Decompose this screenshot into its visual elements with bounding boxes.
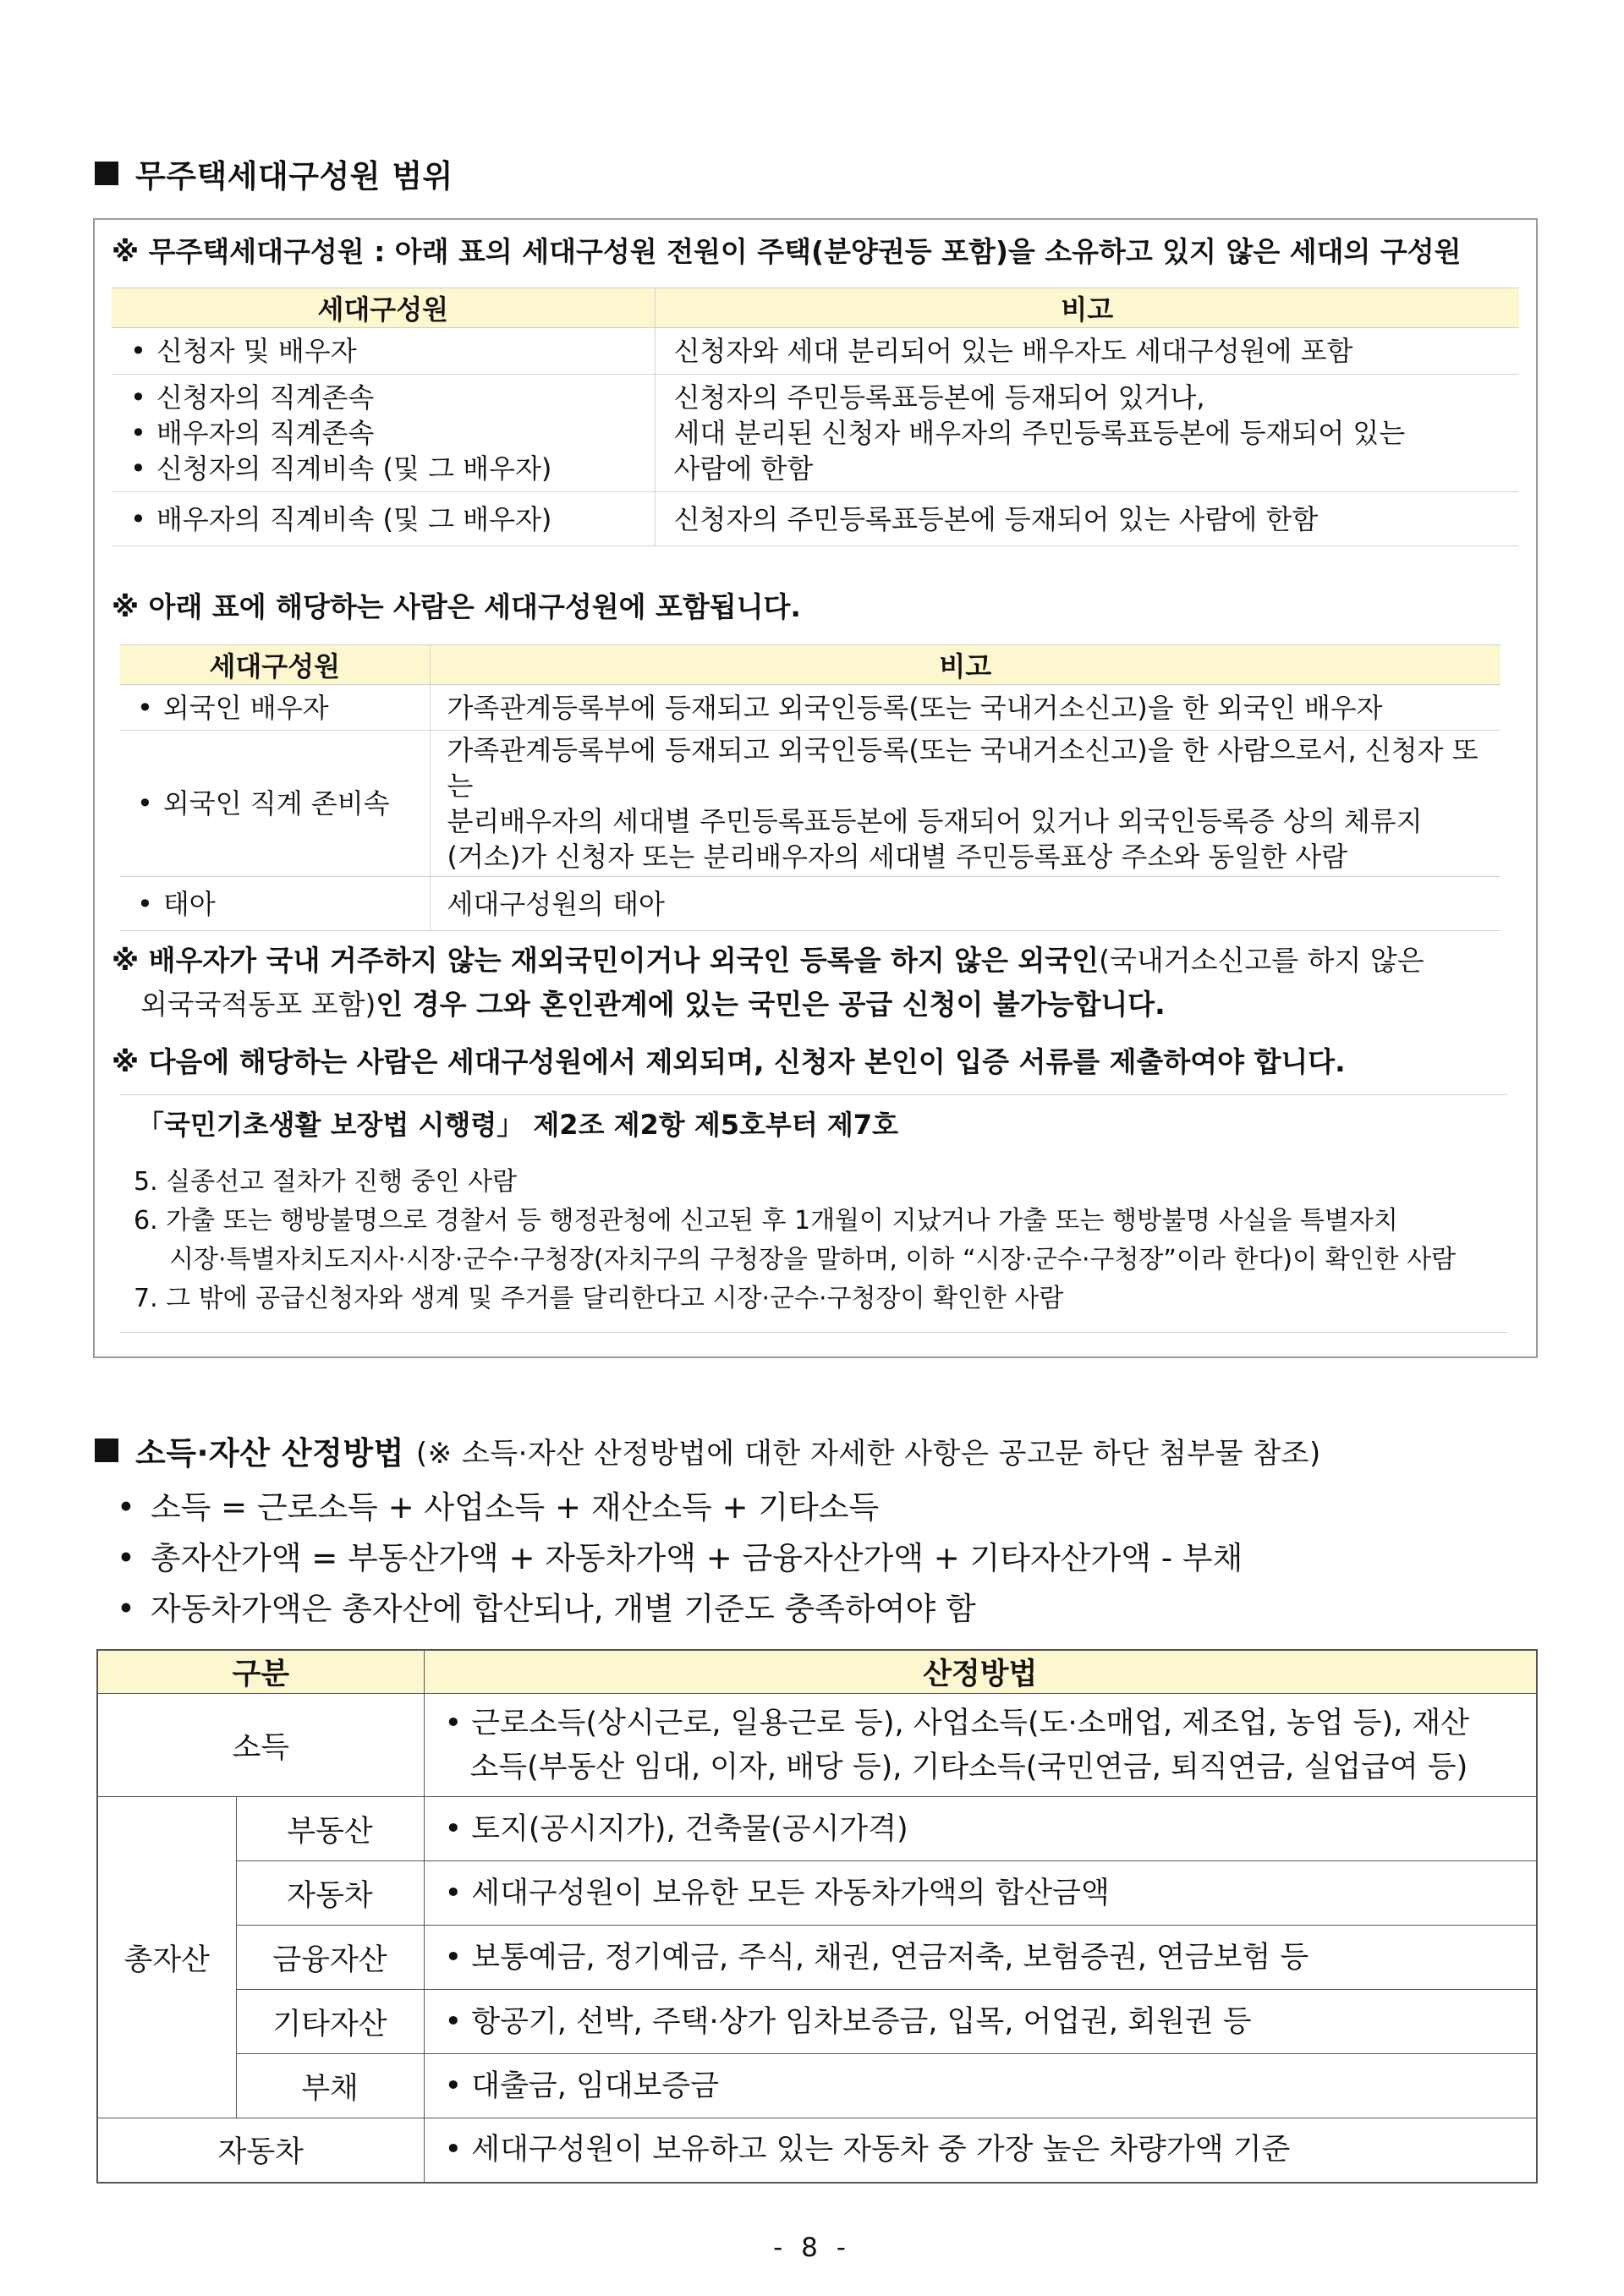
- remark-text: 분리배우자의 세대별 주민등록표등본에 등재되어 있거나 외국인등록증 상의 체류지: [447, 805, 1423, 837]
- member-text: • 신청자의 직계비속 (및 그 배우자): [130, 451, 636, 486]
- remark-cell: [655, 375, 1519, 492]
- note-spouse-text-c: 외국국적동포 포함): [140, 988, 376, 1021]
- header-method: 산정방법: [424, 1650, 1537, 1694]
- formula-income: • 소득 = 근로소득 + 사업소득 + 재산소득 + 기타소득: [117, 1482, 879, 1527]
- remark-cell: [430, 731, 1501, 877]
- table-row-asset: [97, 2054, 1537, 2118]
- note-included-members: ※ 아래 표에 해당하는 사람은 세대구성원에 포함됩니다.: [112, 590, 801, 623]
- remark-text: 신청자와 세대 분리되어 있는 배우자도 세대구성원에 포함: [673, 335, 1353, 367]
- law-reference-box: [120, 1094, 1507, 1333]
- square-bullet-icon: [95, 162, 118, 185]
- header-category: 구분: [97, 1650, 424, 1694]
- remark-text: 가족관계등록부에 등재되고 외국인등록(또는 국내거소신고)을 한 외국인 배우자: [447, 691, 1383, 724]
- remark-text: 신청자의 주민등록표등본에 등재되어 있는 사람에 한함: [673, 502, 1319, 535]
- category-cell: 소득: [97, 1694, 424, 1797]
- remark-text: 가족관계등록부에 등재되고 외국인등록(또는 국내거소신고)을 한 사람으로서, 신청자 또는: [447, 734, 1479, 802]
- law-item: 7. 그 밖에 공급신청자와 생계 및 주거를 달리한다고 시장·군수·구청장이 확인한 사람: [134, 1284, 1064, 1313]
- method-cell: • 보통예금, 정기예금, 주식, 채권, 연금저축, 보험증권, 연금보험 등: [424, 1926, 1537, 1990]
- note-definition: ※ 무주택세대구성원 : 아래 표의 세대구성원 전원이 주택(분양권등 포함)을 소유하고 있지 않은 세대의 구성원: [112, 235, 1462, 268]
- table-row-asset: [97, 1926, 1537, 1990]
- method-cell: • 세대구성원이 보유한 모든 자동차가액의 합산금액: [424, 1861, 1537, 1926]
- car-value-note: • 자동차가액은 총자산에 합산되나, 개별 기준도 충족하여야 함: [117, 1583, 976, 1629]
- member-text: • 배우자의 직계비속 (및 그 배우자): [130, 501, 636, 537]
- member-text: • 외국인 직계 존비속: [137, 787, 390, 819]
- remark-text: 세대 분리된 신청자 배우자의 주민등록표등본에 등재되어 있는: [673, 417, 1406, 449]
- household-members-table: [112, 288, 1519, 546]
- note-spouse-abroad: [112, 939, 1524, 1027]
- method-cell: • 세대구성원이 보유하고 있는 자동차 중 가장 높은 차량가액 기준: [424, 2118, 1537, 2183]
- table-row: [120, 731, 1501, 877]
- method-cell: [424, 1694, 1537, 1797]
- member-text: • 신청자 및 배우자: [130, 333, 636, 369]
- note-spouse-text-d: 인 경우 그와 혼인관계에 있는 국민은 공급 신청이 불가능합니다.: [376, 988, 1166, 1021]
- section-heading-housing: [95, 151, 453, 196]
- remark-text: (거소)가 신청자 또는 분리배우자의 세대별 주민등록표상 주소와 동일한 사람: [447, 841, 1348, 873]
- table-row: [120, 685, 1501, 731]
- member-cell: [120, 877, 430, 931]
- remark-cell: [655, 328, 1519, 375]
- remark-cell: [655, 492, 1519, 546]
- header-remark: 비고: [655, 288, 1519, 328]
- table-row-asset: [97, 1861, 1537, 1926]
- section-heading-income-assets: [95, 1427, 1321, 1473]
- note-spouse-text-a: ※ 배우자가 국내 거주하지 않는 재외국민이거나 외국인 등록을 하지 않은 외국인: [112, 944, 1100, 977]
- section-title: 무주택세대구성원 범위: [135, 158, 453, 195]
- member-cell: [112, 328, 655, 375]
- law-item: 6. 가출 또는 행방불명으로 경찰서 등 행정관청에 신고된 후 1개월이 지났거나 가출 또는 행방불명 사실을 특별자치: [134, 1206, 1398, 1236]
- table-row: [120, 877, 1501, 931]
- method-cell: • 토지(공시지가), 건축물(공시가격): [424, 1797, 1537, 1861]
- remark-text: 신청자의 주민등록표등본에 등재되어 있거나,: [673, 381, 1205, 414]
- subcategory-cell: 자동차: [236, 1861, 424, 1926]
- method-text: 소득(부동산 임대, 이자, 배당 등), 기타소득(국민연금, 퇴직연금, 실업급여 등): [469, 1750, 1468, 1784]
- table-row: [112, 492, 1519, 546]
- member-cell: [112, 375, 655, 492]
- member-text: • 배우자의 직계존속: [130, 415, 636, 451]
- method-cell: • 대출금, 임대보증금: [424, 2054, 1537, 2118]
- page-number: - 8 -: [773, 2233, 851, 2263]
- law-item: 5. 실종선고 절차가 진행 중인 사람: [134, 1167, 518, 1197]
- formula-total-assets: • 총자산가액 = 부동산가액 + 자동차가액 + 금융자산가액 + 기타자산가액 - 부채: [117, 1532, 1243, 1578]
- header-members: 세대구성원: [120, 645, 430, 685]
- remark-text: 사람에 한함: [673, 452, 814, 485]
- income-assets-table: [96, 1649, 1538, 2184]
- method-text: • 근로소득(상시근로, 일용근로 등), 사업소득(도·소매업, 제조업, 농업 등), 재산: [444, 1706, 1470, 1740]
- subcategory-cell: 부채: [236, 2054, 424, 2118]
- table-row: [112, 328, 1519, 375]
- category-cell-total-assets: 총자산: [97, 1797, 236, 2118]
- remark-cell: [430, 877, 1501, 931]
- category-cell: 자동차: [97, 2118, 424, 2183]
- method-cell: • 항공기, 선박, 주택·상가 임차보증금, 입목, 어업권, 회원권 등: [424, 1990, 1537, 2054]
- section-note: (※ 소득·자산 산정방법에 대한 자세한 사항은 공고문 하단 첨부물 참조): [415, 1436, 1321, 1471]
- section-title: 소득·자산 산정방법: [135, 1435, 404, 1471]
- member-cell: [112, 492, 655, 546]
- header-members: 세대구성원: [112, 288, 655, 328]
- member-text: • 외국인 배우자: [137, 692, 329, 724]
- member-cell: [120, 685, 430, 731]
- table-row-income: [97, 1694, 1537, 1797]
- member-cell: [120, 731, 430, 877]
- square-bullet-icon: [95, 1438, 118, 1462]
- law-items: [134, 1163, 1456, 1318]
- member-text: • 태아: [137, 888, 216, 920]
- law-item-continued: 시장·특별자치도지사·시장·군수·구청장(자치구의 구청장을 말하며, 이하 “시장·군수·구청장”이라 한다)이 확인한 사람: [169, 1245, 1457, 1274]
- table-row-asset: [97, 1797, 1537, 1861]
- table-header-row: [120, 645, 1501, 685]
- table-header-row: [112, 288, 1519, 328]
- header-remark: 비고: [430, 645, 1501, 685]
- subcategory-cell: 기타자산: [236, 1990, 424, 2054]
- table-row-asset: [97, 1990, 1537, 2054]
- included-members-table: [120, 644, 1501, 931]
- note-excluded-members: ※ 다음에 해당하는 사람은 세대구성원에서 제외되며, 신청자 본인이 입증 서류를 제출하여야 합니다.: [112, 1045, 1346, 1078]
- table-row: [112, 375, 1519, 492]
- table-header-row: [97, 1650, 1537, 1694]
- note-spouse-text-b: (국내거소신고를 하지 않은: [1099, 944, 1424, 977]
- remark-cell: [430, 685, 1501, 731]
- table-row-car: [97, 2118, 1537, 2183]
- member-text: • 신청자의 직계존속: [130, 380, 636, 415]
- law-title: 「국민기초생활 보장법 시행령」 제2조 제2항 제5호부터 제7호: [137, 1109, 898, 1141]
- subcategory-cell: 부동산: [236, 1797, 424, 1861]
- subcategory-cell: 금융자산: [236, 1926, 424, 1990]
- remark-text: 세대구성원의 태아: [447, 887, 665, 920]
